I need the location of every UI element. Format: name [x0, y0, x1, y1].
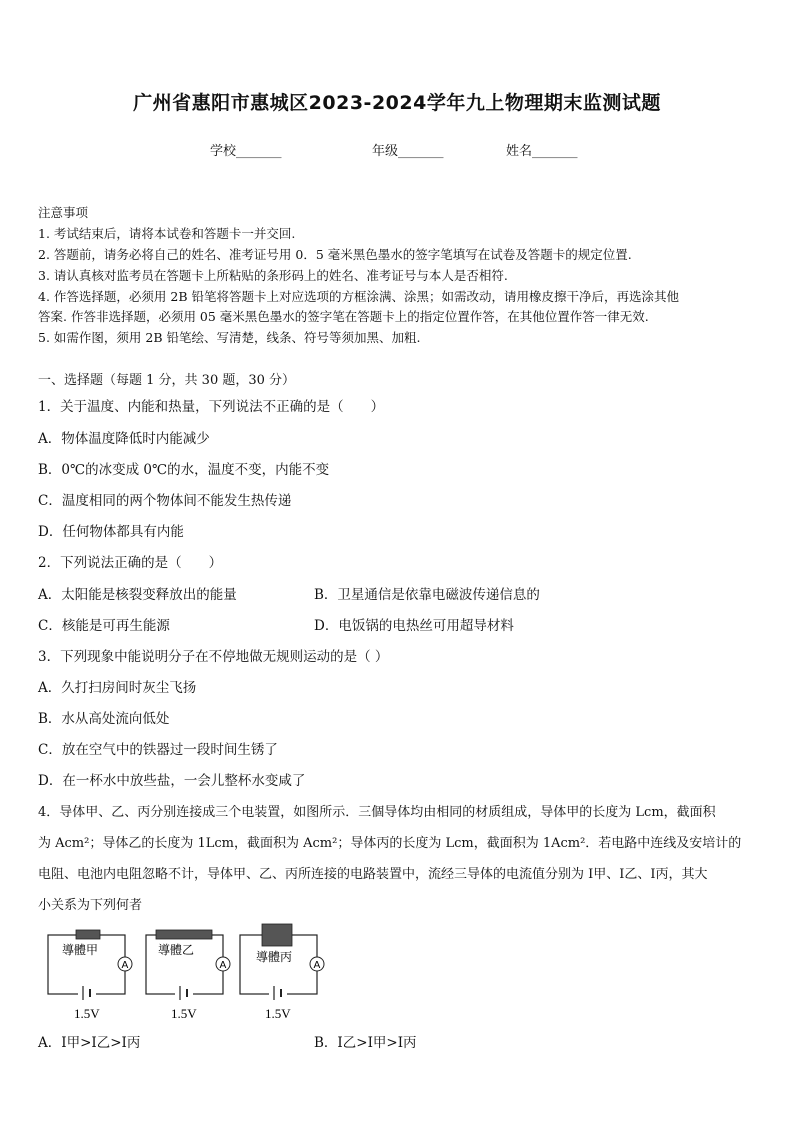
question-4-stem-line: 为 Acm²；导体乙的长度为 1Lcm，截面积为 Acm²；导体丙的长度为 Lcm，截面积为 1Acm²．若电路中连线及安培计的 [38, 836, 742, 851]
question-1-option-a: A．物体温度降低时内能减少 [38, 431, 210, 447]
conductor-label: 導體丙 [256, 950, 293, 964]
question-2-option-c: C．核能是可再生能源 [38, 618, 170, 634]
question-4-stem-line: 小关系为下列何者 [38, 898, 143, 913]
question-4-stem-line: 4．导体甲、乙、丙分别连接成三个电装置，如图所示．三個导体均由相同的材质组成，导体甲的长度为 Lcm，截面积 [38, 805, 716, 820]
question-1-stem: 1．关于温度、内能和热量，下列说法不正确的是（ ） [38, 399, 385, 415]
question-1-option-c: C．温度相同的两个物体间不能发生热传递 [38, 493, 292, 509]
conductor-label: 導體乙 [158, 943, 195, 957]
conductor-jia [76, 930, 100, 939]
grade-field[interactable]: 年级_______ [372, 144, 444, 159]
question-4-stem-line: 电阻、电池内电阻忽略不计，导体甲、乙、丙所连接的电路装置中，流经三导体的电流值分别为 I甲、I乙、I丙，其大 [38, 867, 708, 882]
conductor-label: 導體甲 [62, 943, 99, 957]
notice-heading: 注意事项 [38, 205, 89, 220]
conductor-bing [262, 924, 292, 946]
circuit-yi [146, 930, 230, 1021]
ammeter-label: A [313, 960, 321, 971]
question-3-stem: 3．下列现象中能说明分子在不停地做无规则运动的是（ ） [38, 649, 389, 665]
ammeter-label: A [121, 960, 129, 971]
page-title: 广州省惠阳市惠城区2023-2024学年九上物理期末监测试题 [133, 92, 661, 114]
battery-voltage-label: 1.5V [171, 1006, 197, 1021]
circuit-jia [48, 930, 132, 1021]
section-heading: 一、选择题（每题 1 分，共 30 题，30 分） [38, 373, 296, 388]
question-1-option-d: D．任何物体都具有内能 [38, 524, 184, 540]
name-field[interactable]: 姓名_______ [506, 144, 578, 159]
question-3-option-b: B．水从高处流向低处 [38, 711, 170, 727]
question-2-option-a: A．太阳能是核裂变释放出的能量 [38, 587, 237, 603]
notice-item: 1. 考试结束后，请将本试卷和答题卡一并交回. [38, 226, 296, 241]
circuit-bing [240, 924, 324, 1021]
battery-voltage-label: 1.5V [74, 1006, 100, 1021]
ammeter-label: A [219, 960, 227, 971]
notice-item: 5. 如需作图，须用 2B 铅笔绘、写清楚，线条、符号等须加黑、加粗. [38, 330, 421, 345]
question-3-option-a: A．久打扫房间时灰尘飞扬 [38, 680, 197, 696]
notice-item: 2. 答题前，请务必将自己的姓名、准考证号用 0．5 毫米黑色墨水的签字笔填写在试卷及答题卡的规定位置. [38, 247, 632, 262]
question-3-option-c: C．放在空气中的铁器过一段时间生锈了 [38, 742, 278, 758]
notice-item: 4. 作答选择题，必须用 2B 铅笔将答题卡上对应选项的方框涂满、涂黑；如需改动，请用橡皮擦干净后，再选涂其他 [38, 289, 679, 304]
question-1-option-b: B．0℃的冰变成 0℃的水，温度不变，内能不变 [38, 462, 330, 478]
school-field[interactable]: 学校_______ [210, 144, 282, 159]
notice-item: 答案. 作答非选择题，必须用 05 毫米黑色墨水的签字笔在答题卡上的指定位置作答，在其他位置作答一律无效. [38, 309, 649, 324]
question-2-stem: 2．下列说法正确的是（ ） [38, 555, 223, 571]
question-2-option-d: D．电饭锅的电热丝可用超导材料 [314, 618, 514, 634]
question-4-option-a: A．I甲>I乙>I丙 [38, 1035, 141, 1051]
battery-voltage-label: 1.5V [265, 1006, 291, 1021]
circuit-figure [38, 918, 338, 1022]
question-4-option-b: B．I乙>I甲>I丙 [314, 1035, 417, 1051]
question-3-option-d: D．在一杯水中放些盐，一会儿整杯水变咸了 [38, 773, 306, 789]
question-2-option-b: B．卫星通信是依靠电磁波传递信息的 [314, 587, 540, 603]
notice-item: 3. 请认真核对监考员在答题卡上所粘贴的条形码上的姓名、准考证号与本人是否相符. [38, 268, 508, 283]
conductor-yi [156, 930, 212, 939]
